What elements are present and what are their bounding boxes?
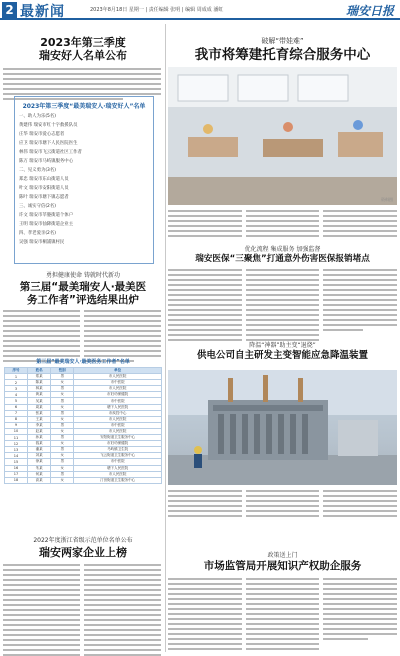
table-cell: 4 bbox=[5, 392, 28, 398]
list-item: 黄建伟 瑞安市红十字救援队员 bbox=[19, 123, 78, 128]
table-cell: 女 bbox=[51, 465, 74, 471]
good-people-list-box bbox=[14, 96, 154, 264]
headline: 瑞安两家企业上榜 bbox=[39, 546, 127, 559]
article-power-cooling bbox=[168, 340, 397, 361]
table-cell: 男 bbox=[51, 398, 74, 404]
medical-workers-table bbox=[4, 367, 162, 484]
table-cell: 12 bbox=[5, 441, 28, 447]
table-cell: 市人民医院 bbox=[74, 416, 162, 422]
list-item: 林伟 瑞安市飞云街道社区工作者 bbox=[19, 150, 82, 155]
table-cell: 吴某 bbox=[28, 398, 51, 404]
table-cell: 马屿镇卫生院 bbox=[74, 447, 162, 453]
table-cell: 15 bbox=[5, 459, 28, 465]
table-cell: 男 bbox=[51, 410, 74, 416]
table-cell: 塘下人民医院 bbox=[74, 465, 162, 471]
kicker: 降温“神器”助主变“退烧” bbox=[249, 342, 316, 349]
list-item: 郑忠 瑞安市东山街道人员 bbox=[19, 177, 69, 182]
headline: 瑞安医保“三聚焦”打通意外伤害医保报销堵点 bbox=[195, 254, 370, 264]
article-medical-workers bbox=[3, 270, 163, 365]
article-body bbox=[168, 578, 397, 653]
headline-line2: 务工作者”评选结果出炉 bbox=[27, 293, 139, 306]
list-title: 2023年第三季度“最美瑞安人·瑞安好人”名单 bbox=[22, 103, 146, 110]
transformer-image bbox=[168, 370, 397, 485]
table-body bbox=[5, 374, 162, 484]
article-body bbox=[3, 564, 163, 656]
issue-meta: 2023年8月18日 星期一 | 责任编辑 张明 | 编辑 周成成 潘虹 bbox=[90, 7, 224, 13]
article-childcare-center bbox=[168, 36, 397, 63]
table-cell: 飞云街道卫生服务中心 bbox=[74, 453, 162, 459]
article-power-body bbox=[168, 490, 397, 520]
table-cell: 陈某 bbox=[28, 380, 51, 386]
column-divider bbox=[165, 24, 166, 652]
table-cell: 男 bbox=[51, 447, 74, 453]
table-cell: 朱某 bbox=[28, 465, 51, 471]
table-cell: 安阳街道卫生服务中心 bbox=[74, 435, 162, 441]
kicker: 2022年度浙江省级示范单位名单公布 bbox=[33, 537, 133, 544]
table-cell: 潘某 bbox=[28, 447, 51, 453]
table-header-cell: 性别 bbox=[51, 368, 74, 374]
table-cell: 1 bbox=[5, 374, 28, 380]
table-cell: 5 bbox=[5, 398, 28, 404]
list-item: 陈叶 瑞安市塘下镇志愿者 bbox=[19, 195, 69, 200]
table-cell: 市妇幼保健院 bbox=[74, 441, 162, 447]
list-item: 吴强 瑞安市桐浦镇村民 bbox=[19, 240, 65, 245]
table-cell: 钱某 bbox=[28, 441, 51, 447]
table-cell: 市妇幼保健院 bbox=[74, 392, 162, 398]
table-cell: 徐某 bbox=[28, 459, 51, 465]
table-cell: 18 bbox=[5, 477, 28, 483]
table-cell: 市中医院 bbox=[74, 380, 162, 386]
list-item: 陈万 瑞安市马屿镇服务中心 bbox=[19, 159, 74, 164]
section-title: 最新闻 bbox=[20, 4, 65, 20]
table-cell: 女 bbox=[51, 428, 74, 434]
article-childcare-body bbox=[168, 210, 397, 240]
table-cell: 7 bbox=[5, 410, 28, 416]
table-cell: 市中医院 bbox=[74, 459, 162, 465]
table-cell: 张某 bbox=[28, 410, 51, 416]
table-cell: 何某 bbox=[28, 471, 51, 477]
photo-note: 资料图 bbox=[381, 197, 393, 202]
table-cell: 女 bbox=[51, 453, 74, 459]
table-cell: 男 bbox=[51, 471, 74, 477]
table-cell: 女 bbox=[51, 416, 74, 422]
list-item: 庄华 瑞安市爱心志愿者 bbox=[19, 132, 65, 137]
kicker: 勇担健康使命 铸就时代新功 bbox=[46, 272, 120, 279]
list-item: 三、诚实守信(2名) bbox=[19, 204, 56, 209]
table-cell: 孙某 bbox=[28, 435, 51, 441]
table-header-cell: 序号 bbox=[5, 368, 28, 374]
table-caption: 第三届“最美瑞安人·最美医务工作者”名单 bbox=[36, 359, 130, 365]
masthead bbox=[0, 0, 400, 20]
article-body bbox=[3, 310, 163, 365]
kicker: 破解“带娃难” bbox=[261, 37, 304, 45]
table-cell: 汀田街道卫生服务中心 bbox=[74, 477, 162, 483]
table-cell: 赵某 bbox=[28, 428, 51, 434]
table-cell: 黄某 bbox=[28, 392, 51, 398]
list-item: 应卫 瑞安市塘下人民医院医生 bbox=[19, 141, 78, 146]
headline-line1: 2023年第三季度 bbox=[40, 36, 126, 49]
table-cell: 市中医院 bbox=[74, 422, 162, 428]
table-cell: 14 bbox=[5, 453, 28, 459]
headline: 我市将筹建托育综合服务中心 bbox=[194, 47, 371, 63]
headline-line2: 瑞安好人名单公布 bbox=[39, 49, 127, 63]
table-cell: 李某 bbox=[28, 422, 51, 428]
article-enterprises bbox=[3, 535, 163, 656]
page-number: 2 bbox=[2, 2, 17, 18]
table-cell: 高某 bbox=[28, 477, 51, 483]
table-cell: 女 bbox=[51, 477, 74, 483]
table-cell: 塘下人民医院 bbox=[74, 404, 162, 410]
table-cell: 8 bbox=[5, 416, 28, 422]
table-cell: 3 bbox=[5, 386, 28, 392]
table-cell: 市中医院 bbox=[74, 398, 162, 404]
table-cell: 王某 bbox=[28, 416, 51, 422]
table-cell: 男 bbox=[51, 374, 74, 380]
table-cell: 男 bbox=[51, 422, 74, 428]
table-cell: 16 bbox=[5, 465, 28, 471]
list-rows bbox=[15, 113, 153, 245]
table-cell: 市人民医院 bbox=[74, 374, 162, 380]
table-cell: 男 bbox=[51, 459, 74, 465]
article-good-people bbox=[3, 36, 163, 103]
article-body bbox=[168, 210, 397, 240]
list-item: 二、见义勇为(3名) bbox=[19, 168, 56, 173]
table-cell: 市人民医院 bbox=[74, 428, 162, 434]
headline-line1: 第三届“最美瑞安人·最美医 bbox=[19, 281, 147, 293]
table-cell: 市人民医院 bbox=[74, 386, 162, 392]
table-cell: 2 bbox=[5, 380, 28, 386]
kicker: 优化流程 集成服务 加强监督 bbox=[244, 246, 321, 253]
table-cell: 市疾控中心 bbox=[74, 410, 162, 416]
table-cell: 市人民医院 bbox=[74, 471, 162, 477]
article-medical-insurance bbox=[168, 244, 397, 344]
table-cell: 6 bbox=[5, 404, 28, 410]
table-cell: 女 bbox=[51, 404, 74, 410]
article-body bbox=[168, 490, 397, 520]
list-item: 一、助人为乐(5名) bbox=[19, 114, 56, 119]
table-cell: 10 bbox=[5, 428, 28, 434]
table-row bbox=[5, 477, 162, 483]
headline: 供电公司自主研发主变智能应急降温装置 bbox=[196, 350, 368, 361]
article-body bbox=[168, 269, 397, 344]
table-cell: 男 bbox=[51, 386, 74, 392]
table-cell: 周某 bbox=[28, 404, 51, 410]
classroom-image bbox=[168, 67, 397, 205]
childcare-center-photo bbox=[168, 67, 397, 205]
newspaper-logo: 瑞安日报 bbox=[345, 4, 394, 18]
table-cell: 女 bbox=[51, 392, 74, 398]
table-cell: 13 bbox=[5, 447, 28, 453]
kicker: 政策送上门 bbox=[267, 552, 298, 559]
table-cell: 林某 bbox=[28, 386, 51, 392]
table-cell: 17 bbox=[5, 471, 28, 477]
article-ip-service bbox=[168, 550, 397, 653]
list-item: 许文 瑞安市莘塍街道个体户 bbox=[19, 213, 74, 218]
transformer-photo bbox=[168, 370, 397, 485]
table-cell: 郑某 bbox=[28, 374, 51, 380]
table-header-cell: 单位 bbox=[74, 368, 162, 374]
table-header-cell: 姓名 bbox=[28, 368, 51, 374]
table-cell: 刘某 bbox=[28, 453, 51, 459]
list-item: 叶文 瑞安市安阳街道人员 bbox=[19, 186, 69, 191]
list-item: 四、孝老爱亲(2名) bbox=[19, 231, 56, 236]
table-cell: 女 bbox=[51, 380, 74, 386]
table-cell: 9 bbox=[5, 422, 28, 428]
table-cell: 男 bbox=[51, 435, 74, 441]
list-item: 王明 瑞安市仙降街道企业主 bbox=[19, 222, 74, 227]
table-cell: 11 bbox=[5, 435, 28, 441]
headline: 市场监管局开展知识产权助企服务 bbox=[203, 560, 362, 572]
table-cell: 女 bbox=[51, 441, 74, 447]
